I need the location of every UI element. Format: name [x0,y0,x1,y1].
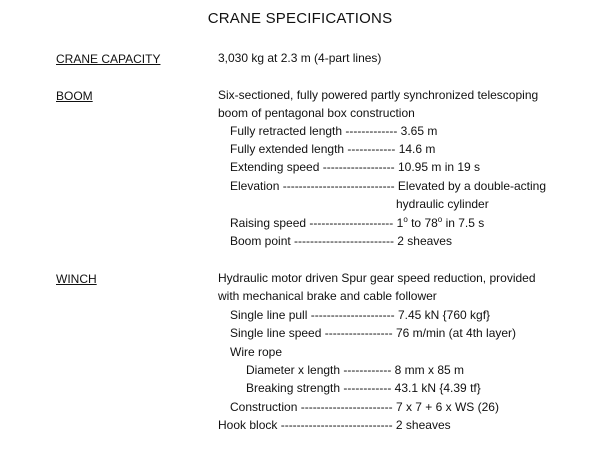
crane-capacity-value: 3,030 kg at 2.3 m (4-part lines) [218,51,382,65]
winch-wire-rope: Wire rope [230,345,283,359]
winch-description-line2: with mechanical brake and cable follower [218,289,437,303]
raising-speed-prefix: Raising speed --------------------- 1 [230,216,404,230]
hook-block: Hook block ---------------------------- 2 sheaves [218,418,451,432]
winch-label: WINCH [56,272,97,286]
boom-raising-speed [230,216,484,231]
boom-elevation: Elevation ---------------------------- Elevated by a double-acting [230,179,547,193]
degree-mark: o [437,215,443,224]
boom-elevation-continued: hydraulic cylinder [396,197,489,211]
wire-rope-construction: Construction ----------------------- 7 x 7 + 6 x WS (26) [230,400,499,414]
boom-extending-speed: Extending speed ------------------ 10.95 m in 19 s [230,160,481,174]
winch-description-line1: Hydraulic motor driven Spur gear speed reduction, provided [218,271,536,285]
boom-fully-retracted-length: Fully retracted length ------------- 3.65 m [230,124,438,138]
boom-point: Boom point ------------------------- 2 sheaves [230,234,452,248]
winch-single-line-pull: Single line pull --------------------- 7.45 kN {760 kgf} [230,308,491,322]
wire-rope-breaking-strength: Breaking strength ------------ 43.1 kN {4.39 tf} [246,381,481,395]
crane-capacity-label: CRANE CAPACITY [56,52,161,66]
degree-mark: o [403,215,408,224]
raising-speed-suffix: in 7.5 s [442,216,485,230]
boom-label: BOOM [56,89,93,103]
boom-description-line1: Six-sectioned, fully powered partly synchronized telescoping [218,88,539,102]
raising-speed-mid: to 78 [407,216,438,230]
boom-fully-extended-length: Fully extended length ------------ 14.6 m [230,142,436,156]
boom-description-line2: boom of pentagonal box construction [218,106,415,120]
page-title: CRANE SPECIFICATIONS [207,10,393,27]
winch-single-line-speed: Single line speed ----------------- 76 m/min (at 4th layer) [230,326,517,340]
wire-rope-diameter-length: Diameter x length ------------ 8 mm x 85 m [246,363,465,377]
